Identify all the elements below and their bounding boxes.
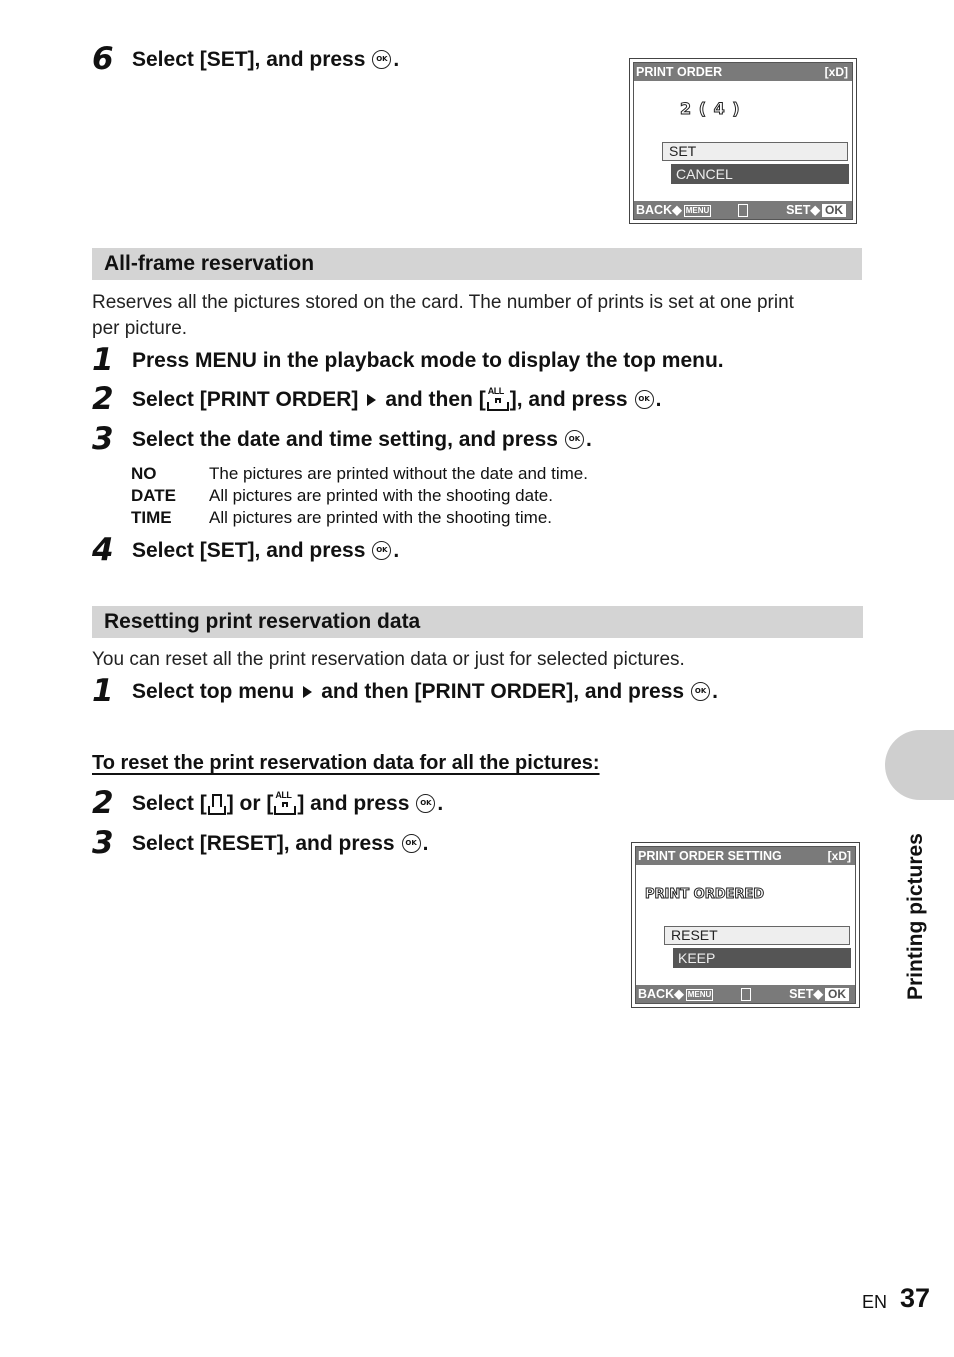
xd-card-icon: [xD] [824,65,848,79]
option-desc: All pictures are printed with the shooting date. [209,486,553,505]
ok-button-icon: OK [402,834,421,853]
all-icon-label: ALL [487,385,504,396]
intro-line-2: per picture. [92,318,188,339]
option-key: NO [131,464,157,483]
set-hint: SET◆ OK [786,201,846,219]
option-set[interactable]: SET [662,142,848,161]
set-label: SET [786,203,811,217]
step-label: Select [RESET], and press [132,831,395,855]
page-number: 37 [900,1283,931,1313]
step-text [132,832,428,856]
print-ordered-status: PRINT ORDERED [645,887,765,902]
ok-button-icon: OK [565,430,584,449]
step-number: 4 [92,532,114,568]
arrow-right-icon [367,394,376,406]
step-number: 3 [92,421,114,457]
option-key: DATE [131,486,177,505]
camera-screen-print-order-setting [631,842,860,1008]
step-number: 1 [92,673,114,709]
reset-step-2 [92,785,444,821]
step-number: 2 [92,381,114,417]
screen-title [634,63,852,81]
option-time [131,508,552,528]
step-text [132,539,399,563]
step-label: Select [ [132,791,207,815]
all-frame-step-1 [92,342,724,378]
screen-bottom-bar [634,201,852,219]
camera-screen-print-order [629,58,857,224]
option-keep[interactable]: KEEP [673,948,851,968]
screen-title [636,847,855,865]
step-label: Select top menu [132,679,295,703]
step-number: 3 [92,825,114,861]
print-count: 2 ( 4 ) [680,99,741,118]
all-frame-step-4 [92,532,400,568]
reset-step-1 [92,673,718,709]
scroll-icon [741,988,751,1001]
set-hint: SET◆ OK [789,985,849,1003]
ok-button-icon: OK [372,541,391,560]
step-end: . [585,427,592,451]
menu-icon: MENU [685,205,710,215]
ok-button-icon: OK [416,794,435,813]
step-text: Press MENU in the playback mode to display the top menu. [132,348,724,372]
all-frame-step-2 [92,381,662,417]
step-text [132,428,592,452]
ok-button-icon: OK [691,682,710,701]
option-key: TIME [131,508,172,527]
step-label-2: and then [ [385,387,486,411]
chapter-tab [885,730,954,800]
ok-icon: OK [825,988,849,1001]
step-end: . [422,831,429,855]
step-label: Select the date and time setting, and press [132,427,558,451]
subheading: To reset the print reservation data for all the pictures: [92,752,600,774]
arrow-right-icon [303,686,312,698]
print-icon [207,792,227,816]
all-icon-label: ALL [275,789,292,800]
step-end: . [655,387,662,411]
screen-frame [633,62,853,220]
back-hint: BACK◆ MENU [638,987,712,1001]
option-date [131,486,553,506]
all-print-icon [273,789,297,816]
back-label: BACK [636,203,673,217]
scroll-icon [738,204,748,217]
step-label: Select [SET], and press [132,538,366,562]
ok-button-icon: OK [372,50,391,69]
step-text [132,385,662,412]
section-intro: You can reset all the print reservation data or just for selected pictures. [92,649,685,670]
ok-button-icon: OK [635,390,654,409]
step-text [132,48,399,72]
step-label: Select [PRINT ORDER] [132,387,359,411]
option-desc: All pictures are printed with the shooting time. [209,508,553,527]
section-header-resetting [92,606,863,638]
language-label: EN [862,1292,888,1312]
step-label: Select [SET], and press [132,47,366,71]
step-end: . [393,538,400,562]
chapter-label: Printing pictures [904,833,927,1000]
step-label-3: ] and press [297,791,410,815]
screen-bottom-bar [636,985,855,1003]
screen-frame [635,846,856,1004]
step-end: . [712,679,718,703]
screen-title-text: PRINT ORDER [636,65,723,79]
section-title: All-frame reservation [104,252,315,275]
step-text [132,680,718,704]
back-label: BACK [638,987,675,1001]
xd-card-icon: [xD] [827,849,851,863]
all-print-icon [486,385,510,412]
back-hint: BACK◆ MENU [636,203,710,217]
step-end: . [437,791,444,815]
section-header-all-frame [92,248,862,280]
step-number: 2 [92,785,114,821]
step-label-2: and then [PRINT ORDER], and press [321,679,685,703]
step-label-2: ] or [ [226,791,274,815]
step-text [132,789,444,816]
reset-step-3 [92,825,429,861]
option-reset[interactable]: RESET [664,926,850,945]
ok-icon: OK [822,204,846,217]
step-6 [92,41,400,77]
step-end: . [393,47,400,71]
menu-icon: MENU [687,989,712,999]
step-label-3: ], and press [509,387,628,411]
option-cancel[interactable]: CANCEL [671,164,849,184]
option-no [131,464,588,484]
step-number: 6 [92,41,114,77]
all-frame-step-3 [92,421,592,457]
screen-title-text: PRINT ORDER SETTING [638,849,782,863]
section-intro [92,290,794,342]
option-desc: The pictures are printed without the date and time. [209,464,588,483]
section-title: Resetting print reservation data [104,610,421,633]
step-number: 1 [92,342,114,378]
intro-line-1: Reserves all the pictures stored on the card. The number of prints is set at one print [92,292,794,313]
set-label: SET [789,987,814,1001]
